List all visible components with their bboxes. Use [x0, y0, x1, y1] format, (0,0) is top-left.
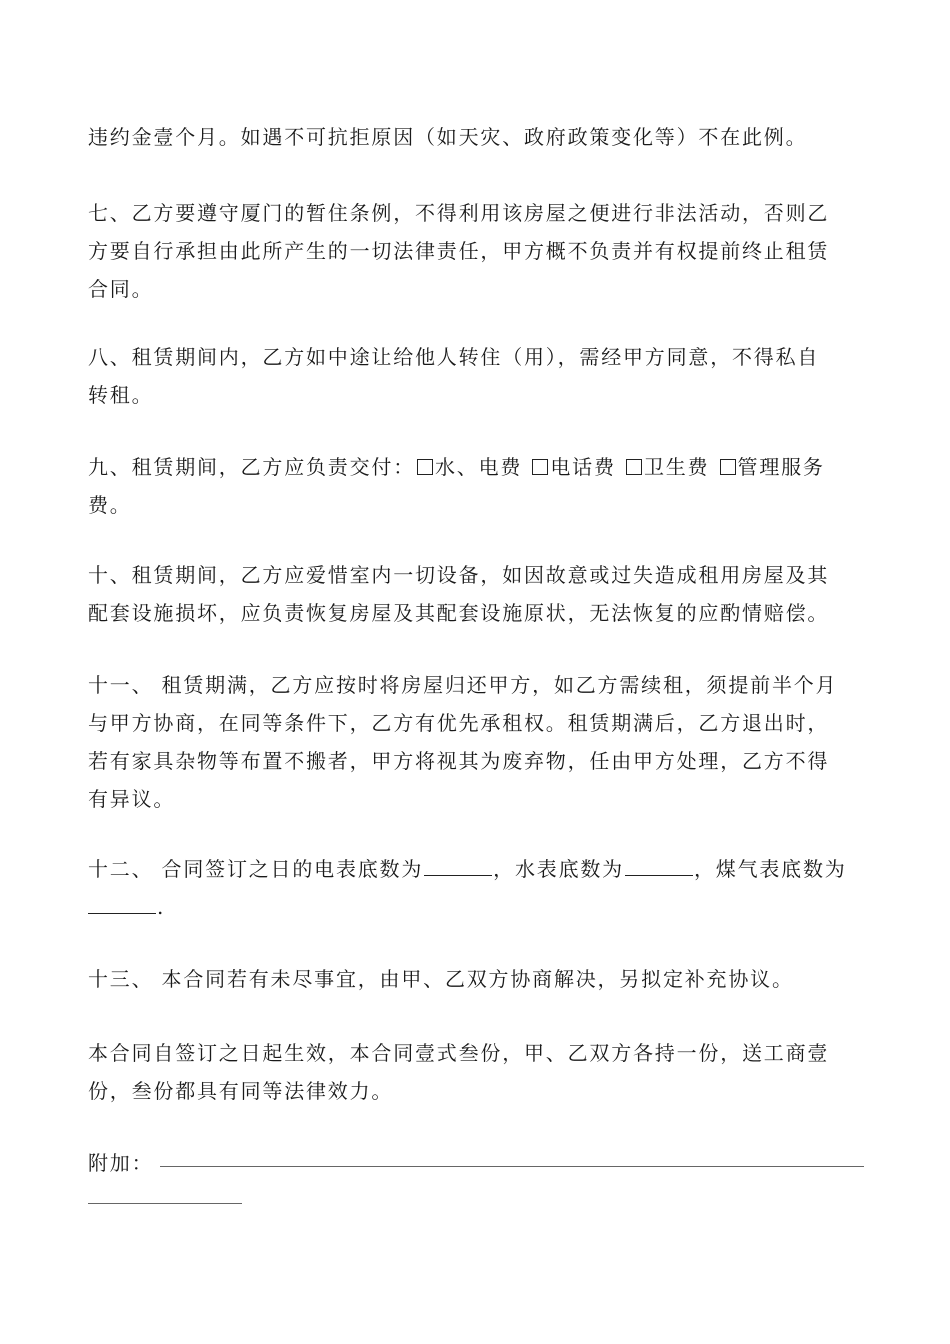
text-line: 转租。	[88, 383, 154, 407]
clause-9	[88, 448, 864, 524]
text-line: 十一、 租赁期满，乙方应按时将房屋归还甲方，如乙方需续租，须提前半个月	[88, 673, 838, 697]
text-line: 合同。	[88, 277, 154, 301]
clause-12-end: .	[157, 895, 166, 919]
water-meter-blank[interactable]	[625, 861, 693, 876]
attachment-label: 附加：	[88, 1151, 154, 1175]
electric-meter-blank[interactable]	[424, 861, 492, 876]
text-line: 份，叁份都具有同等法律效力。	[88, 1079, 394, 1103]
option-phone-fee-label: 电话费	[550, 455, 616, 479]
text-line: 费。	[88, 493, 132, 517]
option-sanitation-fee-label: 卫生费	[643, 455, 710, 479]
text-line: 七、乙方要遵守厦门的暂住条例，不得利用该房屋之便进行非法活动，否则乙	[88, 201, 830, 225]
clause-penalty-continuation	[88, 118, 864, 156]
clause-12-water-label: ，水表底数为	[493, 857, 624, 881]
text-line: 十、租赁期间，乙方应爱惜室内一切设备，如因故意或过失造成租用房屋及其	[88, 563, 830, 587]
text-line: 若有家具杂物等布置不搬者，甲方将视其为废弃物，任由甲方处理，乙方不得	[88, 749, 830, 773]
clause-7	[88, 194, 864, 308]
option-management-fee-label: 管理服务	[737, 455, 825, 479]
clause-10	[88, 556, 864, 632]
text-line	[88, 888, 864, 926]
text-line: 十三、 本合同若有未尽事宜，由甲、乙双方协商解决，另拟定补充协议。	[88, 967, 794, 991]
attachment-fill-line[interactable]	[160, 1166, 864, 1167]
text-line: 与甲方协商，在同等条件下，乙方有优先承租权。租赁期满后，乙方退出时，	[88, 711, 830, 735]
checkbox-sanitation-fee[interactable]	[626, 459, 642, 475]
attachment-fill-line-continued[interactable]	[88, 1203, 242, 1204]
option-water-electricity-label: 水、电费	[435, 455, 523, 479]
attachment-section	[88, 1144, 864, 1182]
clause-8	[88, 338, 864, 414]
text-line: 配套设施损坏，应负责恢复房屋及其配套设施原状，无法恢复的应酌情赔偿。	[88, 601, 830, 625]
checkbox-phone-fee[interactable]	[532, 459, 548, 475]
clause-12-gas-label: ，煤气表底数为	[693, 857, 847, 881]
clause-12-electric-label: 十二、 合同签订之日的电表底数为	[88, 857, 424, 881]
clause-11	[88, 666, 864, 818]
checkbox-management-fee[interactable]	[720, 459, 736, 475]
clause-9-prefix: 九、租赁期间，乙方应负责交付：	[88, 455, 415, 479]
text-line: 本合同自签订之日起生效，本合同壹式叁份，甲、乙双方各持一份，送工商壹	[88, 1041, 830, 1065]
text-line	[88, 448, 864, 486]
clause-12	[88, 850, 864, 926]
text-line: 八、租赁期间内，乙方如中途让给他人转住（用），需经甲方同意，不得私自	[88, 345, 820, 369]
gas-meter-blank[interactable]	[88, 899, 156, 914]
effective-clause	[88, 1034, 864, 1110]
text-line: 方要自行承担由此所产生的一切法律责任，甲方概不负责并有权提前终止租赁	[88, 239, 830, 263]
clause-13	[88, 960, 864, 998]
checkbox-water-electricity[interactable]	[417, 459, 433, 475]
text-line: 有异议。	[88, 787, 176, 811]
text-line: 违约金壹个月。如遇不可抗拒原因（如天灾、政府政策变化等）不在此例。	[88, 125, 808, 149]
text-line	[88, 850, 864, 888]
